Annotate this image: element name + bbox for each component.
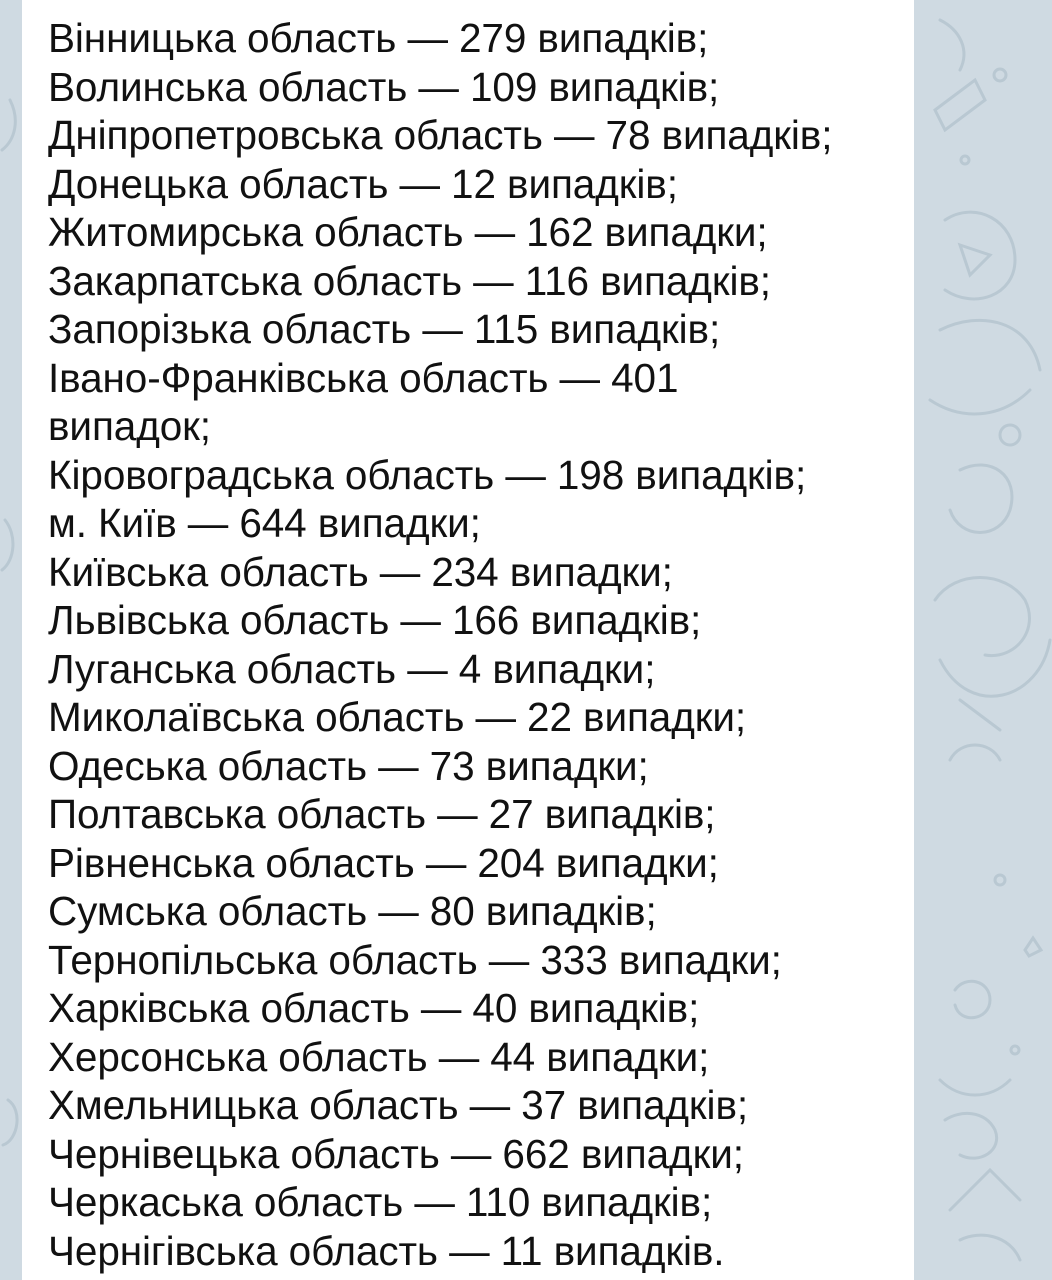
message-line: Одеська область — 73 випадки; xyxy=(48,742,649,789)
message-line: випадок; xyxy=(48,403,211,449)
message-line: Чернігівська область — 11 випадків. xyxy=(48,1227,725,1274)
message-line: Сумська область — 80 випадків; xyxy=(48,888,657,934)
message-line: Львівська область — 166 випадків; xyxy=(48,597,702,643)
message-line: Івано-Франківська область — 401 xyxy=(48,354,679,401)
message-line: Житомирська область — 162 випадки; xyxy=(48,209,768,255)
message-text xyxy=(48,14,914,1275)
message-line: Волинська область — 109 випадків; xyxy=(48,63,720,110)
message-bubble xyxy=(22,0,914,1280)
message-line: м. Київ — 644 випадки; xyxy=(48,500,481,546)
message-line: Рівненська область — 204 випадки; xyxy=(48,839,719,886)
message-line: Чернівецька область — 662 випадки; xyxy=(48,1130,744,1177)
message-line: Вінницька область — 279 випадків; xyxy=(48,15,709,61)
message-line: Херсонська область — 44 випадки; xyxy=(48,1033,710,1080)
message-line: Дніпропетровська область — 78 випадків; xyxy=(48,112,833,158)
message-line: Харківська область — 40 випадків; xyxy=(48,985,700,1031)
message-line: Тернопільська область — 333 випадки; xyxy=(48,936,782,983)
message-line: Донецька область — 12 випадків; xyxy=(48,160,678,207)
message-line: Закарпатська область — 116 випадків; xyxy=(48,257,771,304)
message-line: Миколаївська область — 22 випадки; xyxy=(48,694,747,740)
message-line: Київська область — 234 випадки; xyxy=(48,548,673,595)
message-line: Хмельницька область — 37 випадків; xyxy=(48,1082,749,1128)
message-line: Запорізька область — 115 випадків; xyxy=(48,306,721,352)
message-line: Луганська область — 4 випадки; xyxy=(48,645,656,692)
message-line: Кіровоградська область — 198 випадків; xyxy=(48,451,807,498)
message-line: Черкаська область — 110 випадків; xyxy=(48,1179,713,1225)
message-line: Полтавська область — 27 випадків; xyxy=(48,791,716,837)
